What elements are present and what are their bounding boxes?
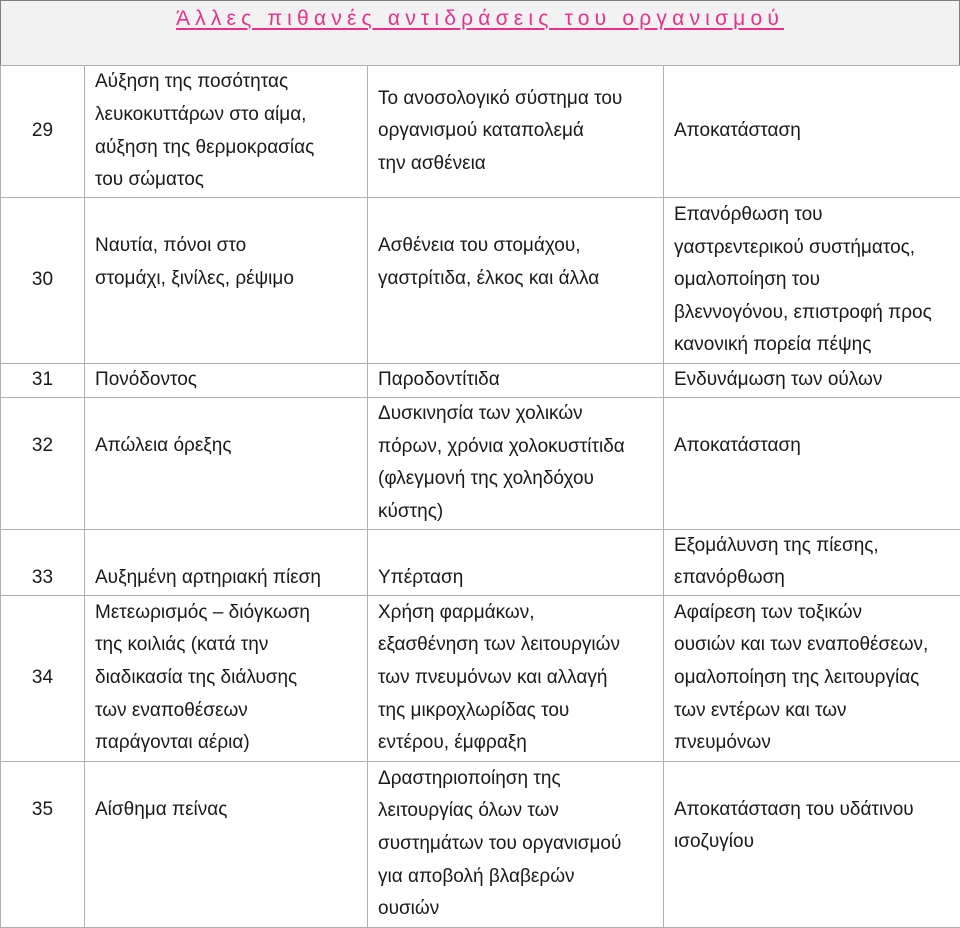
action-cell xyxy=(664,529,960,595)
cause-line: οργανισμού καταπολεμά xyxy=(378,115,663,148)
action-line: Αποκατάσταση xyxy=(674,430,960,463)
table-row xyxy=(1,66,960,198)
cause-cell xyxy=(368,364,664,398)
table-header xyxy=(0,0,960,65)
row-number: 31 xyxy=(1,364,85,398)
cause-line: λειτουργίας όλων των xyxy=(378,795,663,828)
cause-line: Ασθένεια του στομάχου, xyxy=(378,230,663,263)
cause-line: την ασθένεια xyxy=(378,148,663,181)
cause-cell xyxy=(368,595,664,761)
cause-line: συστημάτων του οργανισμού xyxy=(378,828,663,861)
symptom-cell xyxy=(85,198,368,364)
symptom-cell xyxy=(85,66,368,198)
symptom-line: αύξηση της θερμοκρασίας xyxy=(95,132,367,165)
symptom-line: των εναποθέσεων xyxy=(95,695,367,728)
cause-line: εξασθένηση των λειτουργιών xyxy=(378,629,663,662)
symptom-cell xyxy=(85,397,368,529)
action-cell xyxy=(664,595,960,761)
action-line: Αποκατάσταση xyxy=(674,115,960,148)
cause-line: πόρων, χρόνια χολοκυστίτιδα xyxy=(378,431,663,464)
cause-line: των πνευμόνων και αλλαγή xyxy=(378,662,663,695)
section-title: Άλλες πιθανές αντιδράσεις του οργανισμού xyxy=(1,7,959,31)
symptom-line: του σώματος xyxy=(95,164,367,197)
row-number: 30 xyxy=(1,198,85,364)
action-line: βλεννογόνου, επιστροφή προς xyxy=(674,297,960,330)
action-line: επανόρθωση xyxy=(674,562,960,595)
symptom-line: Πονόδοντος xyxy=(95,364,367,397)
table-row xyxy=(1,397,960,529)
symptom-line: Ναυτία, πόνοι στο xyxy=(95,230,367,263)
table-row xyxy=(1,595,960,761)
table-row xyxy=(1,761,960,927)
action-cell xyxy=(664,66,960,198)
table-row xyxy=(1,198,960,364)
cause-cell xyxy=(368,198,664,364)
symptom-line: Αίσθημα πείνας xyxy=(95,794,367,827)
action-cell xyxy=(664,198,960,364)
cause-cell xyxy=(368,397,664,529)
cause-line: για αποβολή βλαβερών xyxy=(378,861,663,894)
symptom-line: παράγονται αέρια) xyxy=(95,727,367,760)
symptom-cell xyxy=(85,595,368,761)
symptom-line: Απώλεια όρεξης xyxy=(95,430,367,463)
reactions-table xyxy=(0,65,960,928)
row-number: 35 xyxy=(1,761,85,927)
row-number: 34 xyxy=(1,595,85,761)
cause-line: Δυσκινησία των χολικών xyxy=(378,398,663,431)
cause-line: εντέρου, έμφραξη xyxy=(378,727,663,760)
cause-line: Το ανοσολογικό σύστημα του xyxy=(378,83,663,116)
cause-line: Δραστηριοποίηση της xyxy=(378,763,663,796)
action-cell xyxy=(664,364,960,398)
cause-cell xyxy=(368,66,664,198)
action-line: των εντέρων και των xyxy=(674,695,960,728)
action-line: κανονική πορεία πέψης xyxy=(674,329,960,362)
action-line: Ενδυνάμωση των ούλων xyxy=(674,364,960,397)
cause-line: ουσιών xyxy=(378,893,663,926)
symptom-cell xyxy=(85,364,368,398)
cause-cell xyxy=(368,529,664,595)
action-line: Επανόρθωση του xyxy=(674,199,960,232)
row-number: 29 xyxy=(1,66,85,198)
action-line: Αποκατάσταση του υδάτινου xyxy=(674,794,960,827)
cause-line: (φλεγμονή της χοληδόχου xyxy=(378,463,663,496)
table-row xyxy=(1,529,960,595)
cause-line: της μικροχλωρίδας του xyxy=(378,695,663,728)
cause-cell xyxy=(368,761,664,927)
symptom-line: Αυξημένη αρτηριακή πίεση xyxy=(95,562,367,595)
symptom-line: της κοιλιάς (κατά την xyxy=(95,629,367,662)
action-line: Αφαίρεση των τοξικών xyxy=(674,597,960,630)
action-line: ομαλοποίηση της λειτουργίας xyxy=(674,662,960,695)
row-number: 32 xyxy=(1,397,85,529)
cause-line: κύστης) xyxy=(378,496,663,529)
action-line: πνευμόνων xyxy=(674,727,960,760)
action-cell xyxy=(664,761,960,927)
action-line: ομαλοποίηση του xyxy=(674,264,960,297)
symptom-line: λευκοκυττάρων στο αίμα, xyxy=(95,99,367,132)
action-line: γαστρεντερικού συστήματος, xyxy=(674,232,960,265)
action-line: ουσιών και των εναποθέσεων, xyxy=(674,629,960,662)
cause-line: γαστρίτιδα, έλκος και άλλα xyxy=(378,263,663,296)
cause-line: Χρήση φαρμάκων, xyxy=(378,597,663,630)
cause-line: Υπέρταση xyxy=(378,562,663,595)
action-cell xyxy=(664,397,960,529)
action-line: ισοζυγίου xyxy=(674,826,960,859)
symptom-cell xyxy=(85,529,368,595)
row-number: 33 xyxy=(1,529,85,595)
symptom-line: στομάχι, ξινίλες, ρέψιμο xyxy=(95,263,367,296)
action-line: Εξομάλυνση της πίεσης, xyxy=(674,530,960,563)
symptom-line: διαδικασία της διάλυσης xyxy=(95,662,367,695)
cause-line: Παροδοντίτιδα xyxy=(378,364,663,397)
symptom-line: Αύξηση της ποσότητας xyxy=(95,66,367,99)
table-row xyxy=(1,364,960,398)
symptom-line: Μετεωρισμός – διόγκωση xyxy=(95,597,367,630)
symptom-cell xyxy=(85,761,368,927)
